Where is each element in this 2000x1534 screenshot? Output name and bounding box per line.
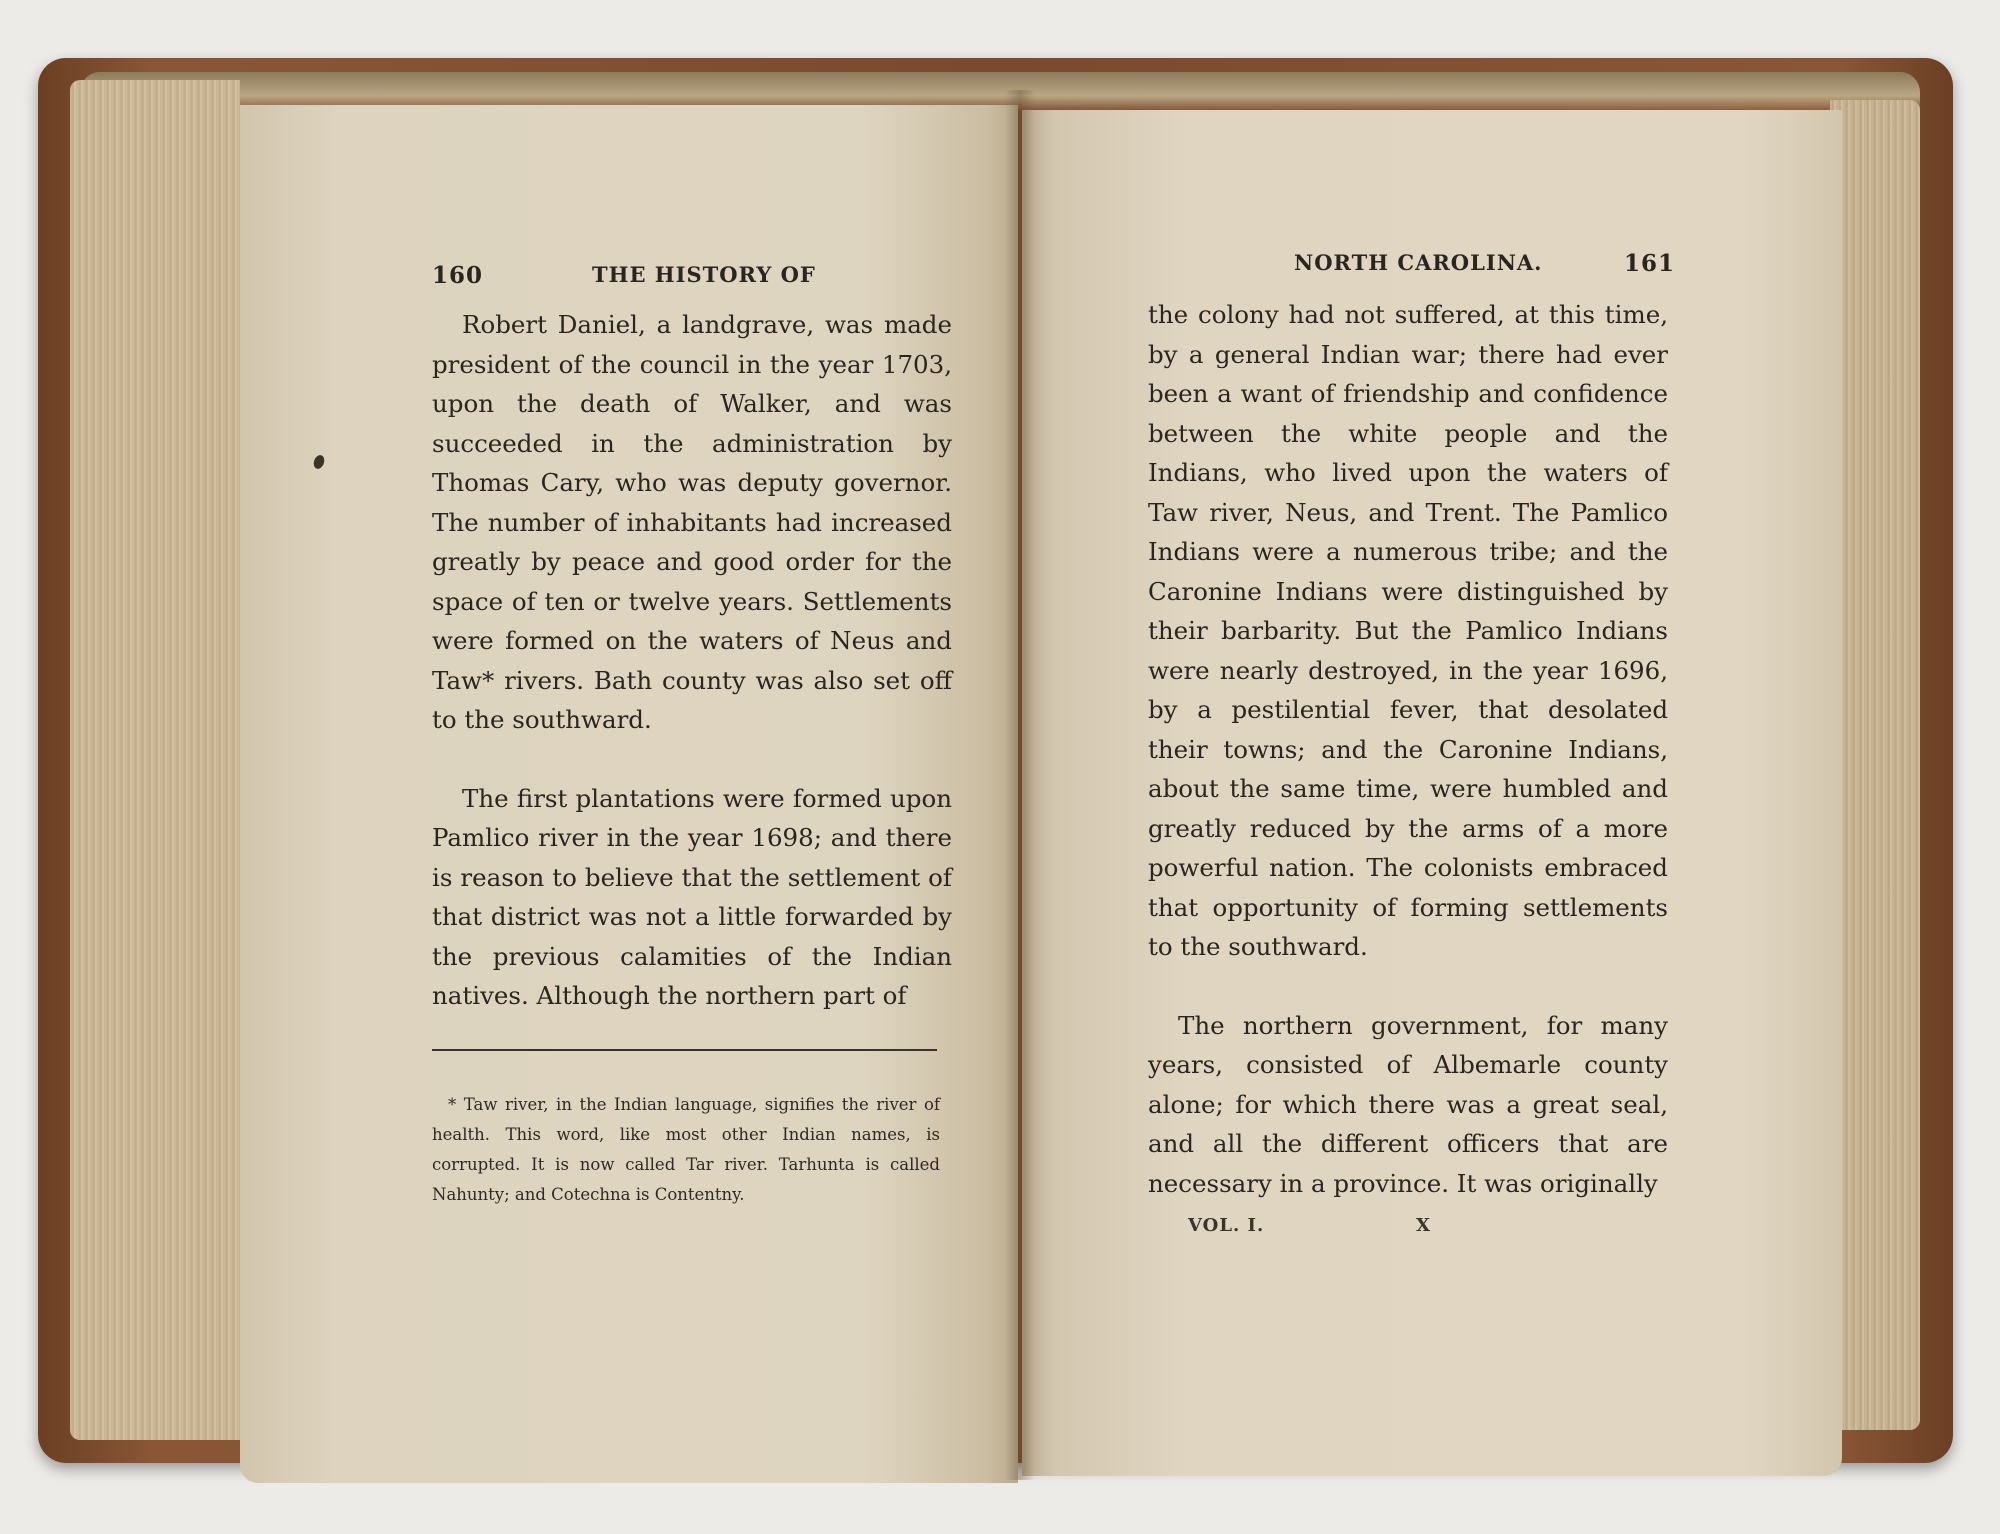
left-running-head: THE HISTORY OF	[592, 262, 816, 287]
left-paragraph-1: Robert Daniel, a landgrave, was made president of the council in the year 1703, upon the death of Walker, and was succeeded in the administration by Thomas Cary, who was deputy governor. The number of inhabitants had increased greatly by peace and good order for the space of ten or twelve years. Settlements were formed on the waters of Neus and Taw* rivers. Bath county was also set off to the southward.	[432, 310, 952, 734]
page-edges-right	[1830, 100, 1920, 1430]
right-running-head: NORTH CAROLINA.	[1294, 250, 1543, 275]
right-paragraph-1: the colony had not suffered, at this time, by a general Indian war; there had ever been a want of friendship and confidence between the white people and the Indians, who lived upon the waters of Taw river, Neus, and Trent. The Pamlico Indians were a numerous tribe; and the Caronine Indians were distinguished by their barbarity. But the Pamlico Indians were nearly destroyed, in the year 1696, by a pestilential fever, that desolated their towns; and the Caronine Indians, about the same time, were humbled and greatly reduced by the arms of a more powerful nation. The colonists embraced that opportunity of forming settlements to the southward.	[1148, 300, 1668, 961]
right-page-body	[1148, 295, 1668, 1203]
left-page-body	[432, 305, 952, 1016]
signature-volume: VOL. I.	[1188, 1215, 1265, 1236]
left-paragraph-2: The first plantations were formed upon Pamlico river in the year 1698; and there is reason to believe that the settlement of that district was not a little forwarded by the previous calamities of the Indian natives. Although the northern part of	[432, 783, 952, 1010]
right-paragraph-2: The northern government, for many years, consisted of Albemarle county alone; for which there was a great seal, and all the different officers that are necessary in a province. It was originally	[1148, 1010, 1668, 1198]
footnote: * Taw river, in the Indian language, signifies the river of health. This word, like most other Indian names, is corrupted. It is now called Tar river. Tarhunta is called Nahunty; and Cotechna is Contentny.	[432, 1095, 940, 1204]
signature-mark: X	[1416, 1215, 1431, 1236]
footnote-rule	[432, 1049, 937, 1051]
book-gutter	[1005, 90, 1035, 1480]
left-page-number: 160	[432, 262, 484, 289]
right-page-number: 161	[1624, 250, 1676, 277]
page-edges-left	[70, 80, 240, 1440]
